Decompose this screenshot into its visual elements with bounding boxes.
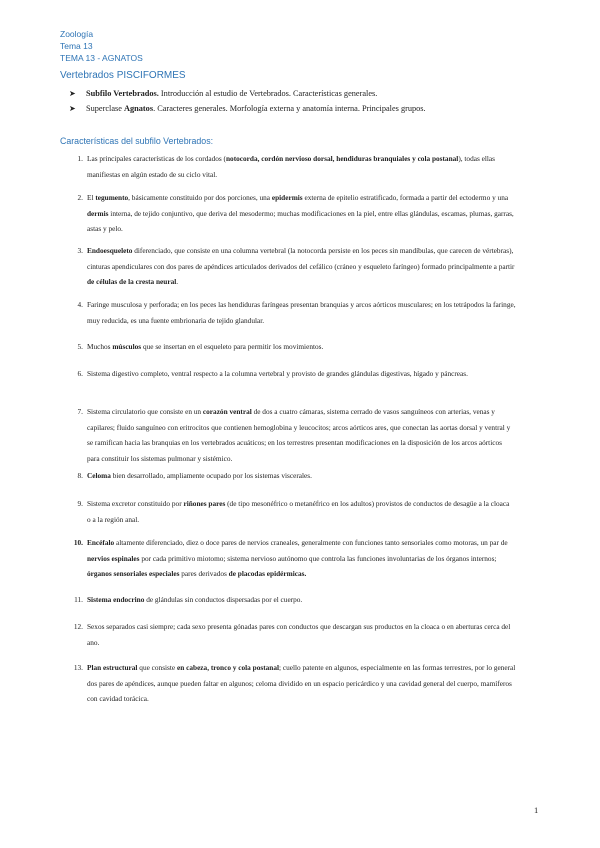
item-text: pares derivados: [179, 569, 229, 578]
list-item: [77, 151, 542, 182]
item-bold-text: Sistema endocrino: [87, 595, 145, 604]
item-number: 9.: [77, 499, 83, 508]
item-text: manifiestas en algún estado de su ciclo vital.: [87, 169, 218, 179]
item-text: (de tipo mesonéfrico o metanéfrico en los adultos) provistos de conductos de desagüe a la cloaca: [225, 499, 510, 508]
arrow-bullet-icon: ➤: [69, 104, 76, 113]
item-number: 11.: [74, 595, 83, 604]
item-line: [87, 259, 542, 275]
item-text: interna, de tejido conjuntivo, que deriva del mesodermo; muchas modificaciones en la piel, entre ellas glándulas, escamas, plumas, garras,: [108, 208, 514, 218]
item-number: 7.: [77, 407, 83, 416]
item-text: se ramifican hacia las branquias en los vertebrados acuáticos; en los terrestres presentan modificaciones en la disposición de los arcos aórticos: [87, 438, 502, 447]
item-number: 1.: [77, 154, 83, 163]
item-number: 13.: [73, 663, 83, 672]
item-line: [87, 420, 542, 436]
item-line: [87, 435, 542, 451]
bullet-bold: Agnatos: [124, 104, 154, 113]
list-item: [73, 619, 542, 650]
list-item: [77, 190, 542, 237]
item-text: Sistema digestivo completo, ventral respecto a la columna vertebral y provisto de grandes glándulas digestivas, hígado y páncreas.: [87, 369, 468, 378]
item-line: [87, 551, 542, 567]
item-text: dos pares de apéndices, aunque pueden faltar en algunos; celoma dividido en un espacio pericárdico y una cavidad general del cuerpo, mamíferos: [87, 678, 512, 688]
item-bold-text: notocorda, cordón nervioso dorsal, hendiduras branquiales y cola postanal: [226, 154, 459, 163]
item-line: [87, 451, 542, 467]
item-text: diferenciado, que consiste en una columna vertebral (la notocorda persiste en los peces sin mandíbulas, que carecen de vértebras),: [132, 246, 514, 255]
item-line: [87, 404, 542, 420]
item-text: que se insertan en el esqueleto para permitir los movimientos.: [141, 342, 324, 351]
item-text: externa de epitelio estratificado, formada a partir del ectodermo y una: [302, 193, 509, 202]
item-text: cinturas apendiculares con dos pares de apéndices articulados derivados del cefálico (cráneo y esqueleto faríngeo) formado principalmente a partir: [87, 261, 515, 271]
item-line: [87, 297, 542, 313]
item-number: 3.: [77, 246, 83, 255]
item-text: ano.: [87, 637, 100, 647]
item-line: [87, 206, 542, 222]
item-text: Sexos separados casi siempre; cada sexo presenta gónadas pares con conductos que descargan sus productos en la cloaca o en aberturas cerca del: [87, 622, 511, 631]
bullet-text: Introducción al estudio de Vertebrados. Características generales.: [158, 89, 378, 98]
item-text: Las principales características de los cordados (: [87, 154, 226, 163]
item-text: .: [176, 277, 179, 286]
item-bold-text: Endoesqueleto: [87, 246, 133, 255]
item-bold-text: de placodas epidérmicas.: [228, 569, 307, 578]
item-text: ; cuello patente en algunos, especialmente en las formas terrestres, por lo general: [279, 663, 516, 672]
item-line: [87, 512, 542, 528]
item-bold-text: corazón ventral: [202, 407, 252, 416]
item-line: [87, 274, 542, 290]
item-line: [87, 496, 542, 512]
item-text: para constituir los sistemas pulmonar y sistémico.: [87, 453, 233, 463]
item-number: 2.: [77, 193, 83, 202]
item-bold-text: dermis: [87, 208, 109, 218]
list-item: [74, 592, 542, 608]
item-bold-text: órganos sensoriales especiales: [87, 569, 180, 578]
item-line: [87, 339, 542, 355]
item-number: 8.: [77, 471, 83, 480]
item-bold-text: Encéfalo: [87, 538, 115, 547]
list-item: [77, 404, 542, 466]
item-line: [87, 468, 542, 484]
item-line: [87, 592, 542, 608]
item-bold-text: epidermis: [271, 193, 303, 202]
item-line: [87, 676, 542, 692]
item-text: altamente diferenciado, diez o doce pares de nervios craneales, generalmente con funciones tanto sensoriales como motoras, un par de: [114, 538, 508, 547]
item-line: [87, 566, 542, 582]
arrow-bullet-icon: ➤: [69, 89, 76, 98]
item-line: [87, 243, 542, 259]
header-topic: Tema 13: [60, 41, 93, 51]
item-line: [87, 691, 542, 707]
item-bold-text: nervios espinales: [87, 553, 140, 563]
section-title: Características del subfilo Vertebrados:: [60, 136, 214, 146]
item-text: muy reducida, es una fuente embrionaria de tejido glandular.: [87, 315, 265, 325]
item-text: por cada primitivo miotomo; sistema nervioso autónomo que controla las funciones involuntarias de los órganos internos;: [139, 553, 497, 563]
item-line: [87, 151, 542, 167]
item-line: [87, 366, 542, 382]
list-item: [77, 339, 542, 355]
bullet-text: . Caracteres generales. Morfología externa y anatomía interna. Principales grupos.: [153, 104, 426, 113]
item-line: [87, 167, 542, 183]
item-bold-text: músculos: [112, 342, 142, 351]
item-number: 6.: [77, 369, 83, 378]
item-text: Muchos: [87, 342, 113, 351]
item-line: [87, 221, 542, 237]
bullet-item: [69, 104, 426, 113]
item-text: ), todas ellas: [458, 154, 496, 163]
item-number: 10.: [73, 538, 83, 547]
item-line: [87, 313, 542, 329]
item-line: [87, 635, 542, 651]
category-title: Vertebrados PISCIFORMES: [60, 70, 186, 81]
item-text: que consiste: [137, 663, 177, 672]
item-number: 5.: [77, 342, 83, 351]
item-bold-text: riñones pares: [183, 499, 226, 508]
item-bold-text: Celoma: [87, 471, 111, 480]
item-bold-text: en cabeza, tronco y cola postanal: [177, 663, 280, 672]
item-text: de dos a cuatro cámaras, sistema cerrado de vasos sanguíneos con arterias, venas y: [251, 407, 495, 416]
item-text: astas y pelo.: [87, 224, 123, 233]
item-bold-text: de células de la cresta neural: [87, 277, 177, 286]
item-text: bien desarrollado, ampliamente ocupado por los sistemas viscerales.: [110, 471, 312, 480]
item-text: Sistema circulatorio que consiste en un: [87, 407, 203, 416]
list-item: [77, 366, 542, 382]
item-text: o a la región anal.: [87, 514, 140, 524]
item-text: Sistema excretor constituido por: [87, 499, 184, 508]
list-item: [77, 243, 542, 290]
list-item: [77, 468, 542, 484]
item-number: 4.: [77, 300, 83, 309]
item-text: de glándulas sin conductos dispersadas por el cuerpo.: [144, 595, 303, 604]
item-line: [87, 535, 542, 551]
item-line: [87, 619, 542, 635]
item-text: con cavidad torácica.: [87, 694, 149, 703]
header-subject: Zoología: [60, 29, 94, 39]
item-line: [87, 190, 542, 206]
list-item: [77, 297, 542, 328]
bullet-pre: Superclase: [86, 104, 125, 113]
list-item: [73, 660, 542, 707]
bullet-bold: Subfilo Vertebrados.: [86, 89, 159, 98]
list-item: [73, 535, 542, 582]
item-text: , básicamente constituido por dos porciones, una: [128, 193, 272, 202]
list-item: [77, 496, 542, 527]
item-text: El: [87, 193, 96, 202]
bullet-item: [69, 89, 378, 98]
item-line: [87, 660, 542, 676]
item-bold-text: tegumento: [95, 193, 129, 202]
item-bold-text: Plan estructural: [87, 663, 138, 672]
header-title: TEMA 13 - AGNATOS: [60, 53, 143, 63]
item-text: capilares; fluido sanguíneo con eritrocitos que contienen hemoglobina y leucocitos; arcos aórticos ares, que conectan las aortas dorsal y ventral y: [87, 422, 511, 432]
item-number: 12.: [73, 622, 83, 631]
page-number: 1: [534, 805, 539, 815]
item-text: Faringe musculosa y perforada; en los peces las hendiduras faríngeas presentan branquias y arcos aórticos musculares; en los tetrápodos la faringe,: [87, 300, 516, 309]
